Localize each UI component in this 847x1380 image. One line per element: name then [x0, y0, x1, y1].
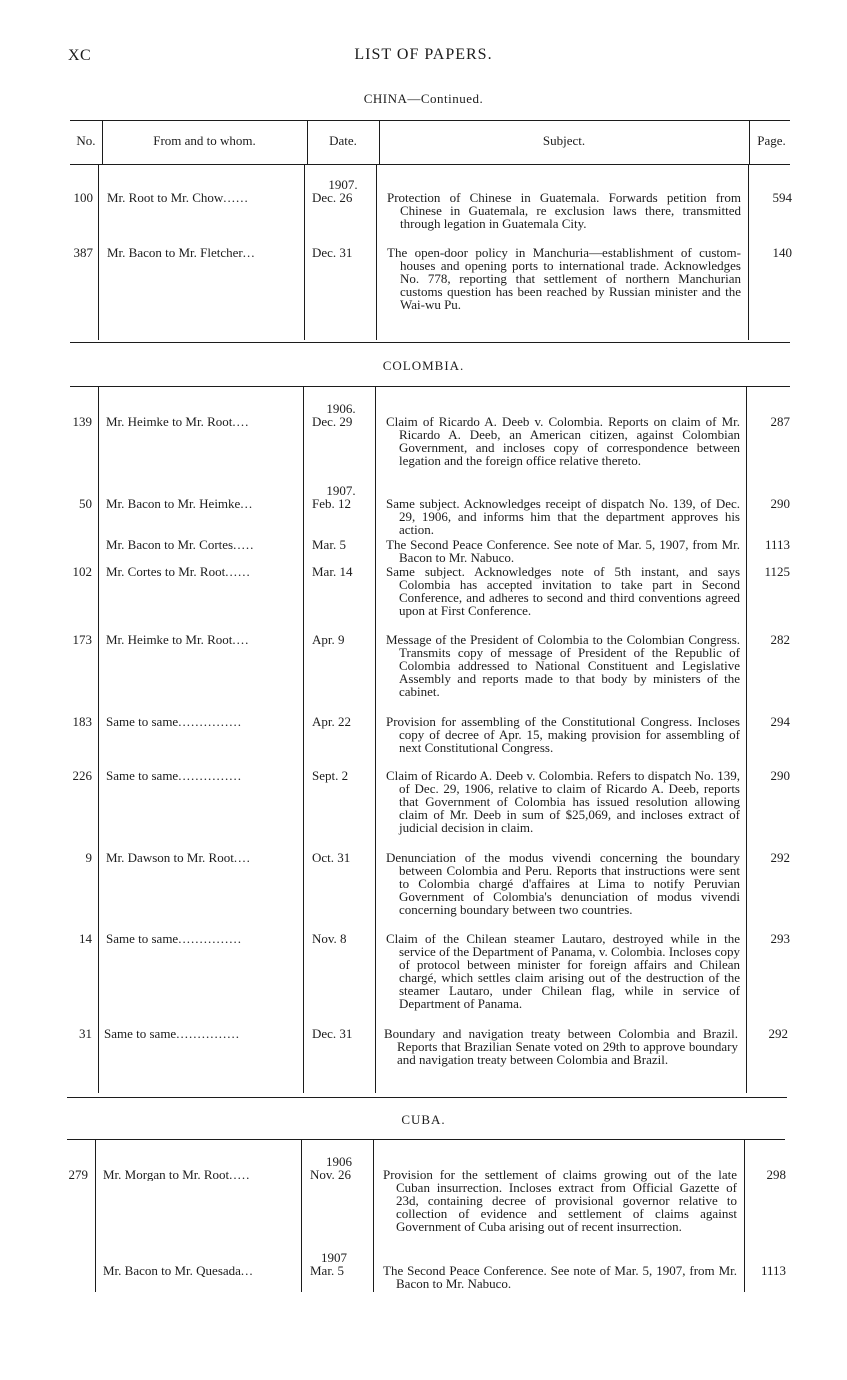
column-divider	[102, 120, 103, 164]
row-date: Mar. 14	[312, 564, 353, 579]
row-from: Mr. Dawson to Mr. Root....	[106, 851, 251, 864]
row-page: 1113	[760, 1263, 786, 1278]
row-from: Mr. Root to Mr. Chow......	[107, 191, 249, 204]
column-header-subject: Subject.	[542, 133, 586, 148]
column-divider	[749, 120, 750, 164]
section-rule	[70, 342, 790, 343]
row-year: 1907.	[326, 483, 356, 498]
row-subject: Same subject. Acknowledges receipt of dispatch No. 139, of Dec. 29, 1906, and informs him that the department approves his action.	[386, 496, 740, 537]
section-rule	[67, 1139, 785, 1140]
row-date: Nov. 26	[310, 1167, 352, 1182]
row-number: 31	[79, 1026, 92, 1041]
row-page: 594	[772, 190, 792, 205]
row-from: Same to same...............	[106, 715, 242, 728]
table-header-rule	[70, 164, 790, 165]
page-number: XC	[68, 47, 92, 64]
row-page: 1125	[764, 564, 790, 579]
row-from: Mr. Cortes to Mr. Root......	[106, 565, 251, 578]
row-from: Mr. Bacon to Mr. Heimke...	[106, 497, 254, 510]
table-top-rule	[70, 120, 790, 121]
column-divider	[98, 387, 99, 1093]
row-year: 1906.	[326, 401, 356, 416]
row-page: 292	[768, 1026, 788, 1041]
column-divider	[95, 1140, 96, 1292]
row-number: 100	[73, 190, 93, 205]
column-divider	[304, 164, 305, 340]
section-title-cuba: CUBA.	[401, 1112, 446, 1127]
row-subject: Message of the President of Colombia to the Colombian Congress. Transmits copy of message of President of the Republic of Colombia addressed to National Constituent and Legislative Assembly and reports made to that body by ministers of the cabinet.	[386, 632, 740, 699]
row-number: 102	[72, 564, 92, 579]
row-subject: The Second Peace Conference. See note of Mar. 5, 1907, from Mr. Bacon to Mr. Nabuco.	[383, 1263, 737, 1291]
row-subject: Protection of Chinese in Guatemala. Forwards petition from Chinese in Guatemala, re exclusion laws there, transmitted through legation in Guatemala City.	[387, 190, 741, 231]
row-number: 173	[72, 632, 92, 647]
row-subject: Denunciation of the modus vivendi concerning the boundary between Colombia and Peru. Reports that instructions were sent to Colombia chargé d'affaires at Lima to notify Peruvian Government of Colombia's denunciation of modus vivendi concerning boundary between two countries.	[386, 850, 740, 917]
page-title: LIST OF PAPERS.	[354, 46, 493, 63]
row-page: 292	[770, 850, 790, 865]
row-subject: Claim of Ricardo A. Deeb v. Colombia. Refers to dispatch No. 139, of Dec. 29, 1906, relative to claim of Ricardo A. Deeb, reports that Government of Colombia has issued resolution allowing claim of Mr. Deeb in sum of $25,069, and incloses extract of judicial decision in claim.	[386, 768, 740, 835]
row-from: Mr. Heimke to Mr. Root....	[106, 415, 250, 428]
row-subject: The open-door policy in Manchuria—establishment of custom-houses and opening ports to international trade. Acknowledges No. 778, reporting that settlement of northern Manchurian customs question has been reached by Russian minister and the Wai-wu Pu.	[387, 245, 741, 312]
row-page: 290	[770, 768, 790, 783]
row-page: 140	[772, 245, 792, 260]
row-date: Apr. 9	[312, 632, 345, 647]
row-from: Mr. Heimke to Mr. Root....	[106, 633, 250, 646]
row-page: 287	[770, 414, 790, 429]
row-date: Mar. 5	[310, 1263, 344, 1278]
column-divider	[379, 120, 380, 164]
row-subject: The Second Peace Conference. See note of Mar. 5, 1907, from Mr. Bacon to Mr. Nabuco.	[386, 537, 740, 565]
column-divider	[303, 387, 304, 1093]
row-number: 183	[72, 714, 92, 729]
row-date: Dec. 31	[312, 245, 353, 260]
row-number: 9	[85, 850, 92, 865]
row-year: 1907.	[328, 177, 358, 192]
row-number: 279	[68, 1167, 88, 1182]
row-from: Mr. Morgan to Mr. Root.....	[103, 1168, 251, 1181]
section-rule	[67, 1097, 787, 1098]
row-from: Mr. Bacon to Mr. Cortes.....	[106, 538, 255, 551]
row-subject: Claim of Ricardo A. Deeb v. Colombia. Reports on claim of Mr. Ricardo A. Deeb, an American citizen, against Colombian Government, and incloses copy of correspondence between legation and the foreign office relative thereto.	[386, 414, 740, 468]
row-page: 293	[770, 931, 790, 946]
row-subject: Claim of the Chilean steamer Lautaro, destroyed while in the service of the Department of Panama, v. Colombia. Incloses copy of protocol between minister for foreign affairs and Chilean chargé, which settles claim arising out of the destruction of the steamer Lautaro, under Chilean flag, while in service of Department of Panama.	[386, 931, 740, 1011]
section-rule	[70, 386, 790, 387]
row-date: Dec. 31	[312, 1026, 353, 1041]
row-from: Mr. Bacon to Mr. Fletcher...	[107, 246, 256, 259]
column-header-date: Date.	[329, 133, 357, 148]
row-subject: Provision for the settlement of claims growing out of the late Cuban insurrection. Incloses extract from Official Gazette of 23d, containing decree of provisional governor relative to collection of evidence and settlement of claims against Government of Cuba arising out of recent insurrection.	[383, 1167, 737, 1234]
row-date: Mar. 5	[312, 537, 346, 552]
row-number: 387	[73, 245, 93, 260]
continued-heading: CHINA—Continued.	[363, 91, 484, 106]
row-page: 294	[770, 714, 790, 729]
column-divider	[301, 1140, 302, 1292]
row-date: Apr. 22	[312, 714, 351, 729]
column-divider	[746, 387, 747, 1093]
row-from: Same to same...............	[106, 769, 242, 782]
column-header-from: From and to whom.	[153, 133, 256, 148]
row-from: Same to same...............	[104, 1027, 240, 1040]
column-header-page: Page.	[757, 133, 786, 148]
row-number: 139	[72, 414, 92, 429]
row-date: Oct. 31	[312, 850, 351, 865]
row-page: 282	[770, 632, 790, 647]
row-page: 290	[770, 496, 790, 511]
row-page: 298	[766, 1167, 786, 1182]
row-date: Dec. 29	[312, 414, 353, 429]
row-number: 226	[72, 768, 92, 783]
row-subject: Provision for assembling of the Constitutional Congress. Incloses copy of decree of Apr. 15, making provision for assembling of next Constitutional Congress.	[386, 714, 740, 755]
row-number: 50	[79, 496, 92, 511]
row-year: 1906	[326, 1154, 352, 1169]
column-divider	[98, 164, 99, 340]
section-title-colombia: COLOMBIA.	[382, 358, 465, 373]
column-divider	[748, 164, 749, 340]
row-year: 1907	[321, 1250, 347, 1265]
column-header-no: No.	[76, 133, 96, 148]
row-from: Mr. Bacon to Mr. Quesada...	[103, 1264, 254, 1277]
row-subject: Same subject. Acknowledges note of 5th instant, and says Colombia has accepted invitation to take part in Second Conference, and adheres to second and third conventions agreed upon at First Conference.	[386, 564, 740, 618]
row-date: Sept. 2	[312, 768, 349, 783]
row-date: Feb. 12	[312, 496, 351, 511]
row-page: 1113	[764, 537, 790, 552]
row-from: Same to same...............	[106, 932, 242, 945]
row-subject: Boundary and navigation treaty between Colombia and Brazil. Reports that Brazilian Senate voted on 29th to approve boundary and navigation treaty between Colombia and Brazil.	[384, 1026, 738, 1067]
row-date: Nov. 8	[312, 931, 347, 946]
column-divider	[307, 120, 308, 164]
row-date: Dec. 26	[312, 190, 353, 205]
row-number: 14	[79, 931, 92, 946]
